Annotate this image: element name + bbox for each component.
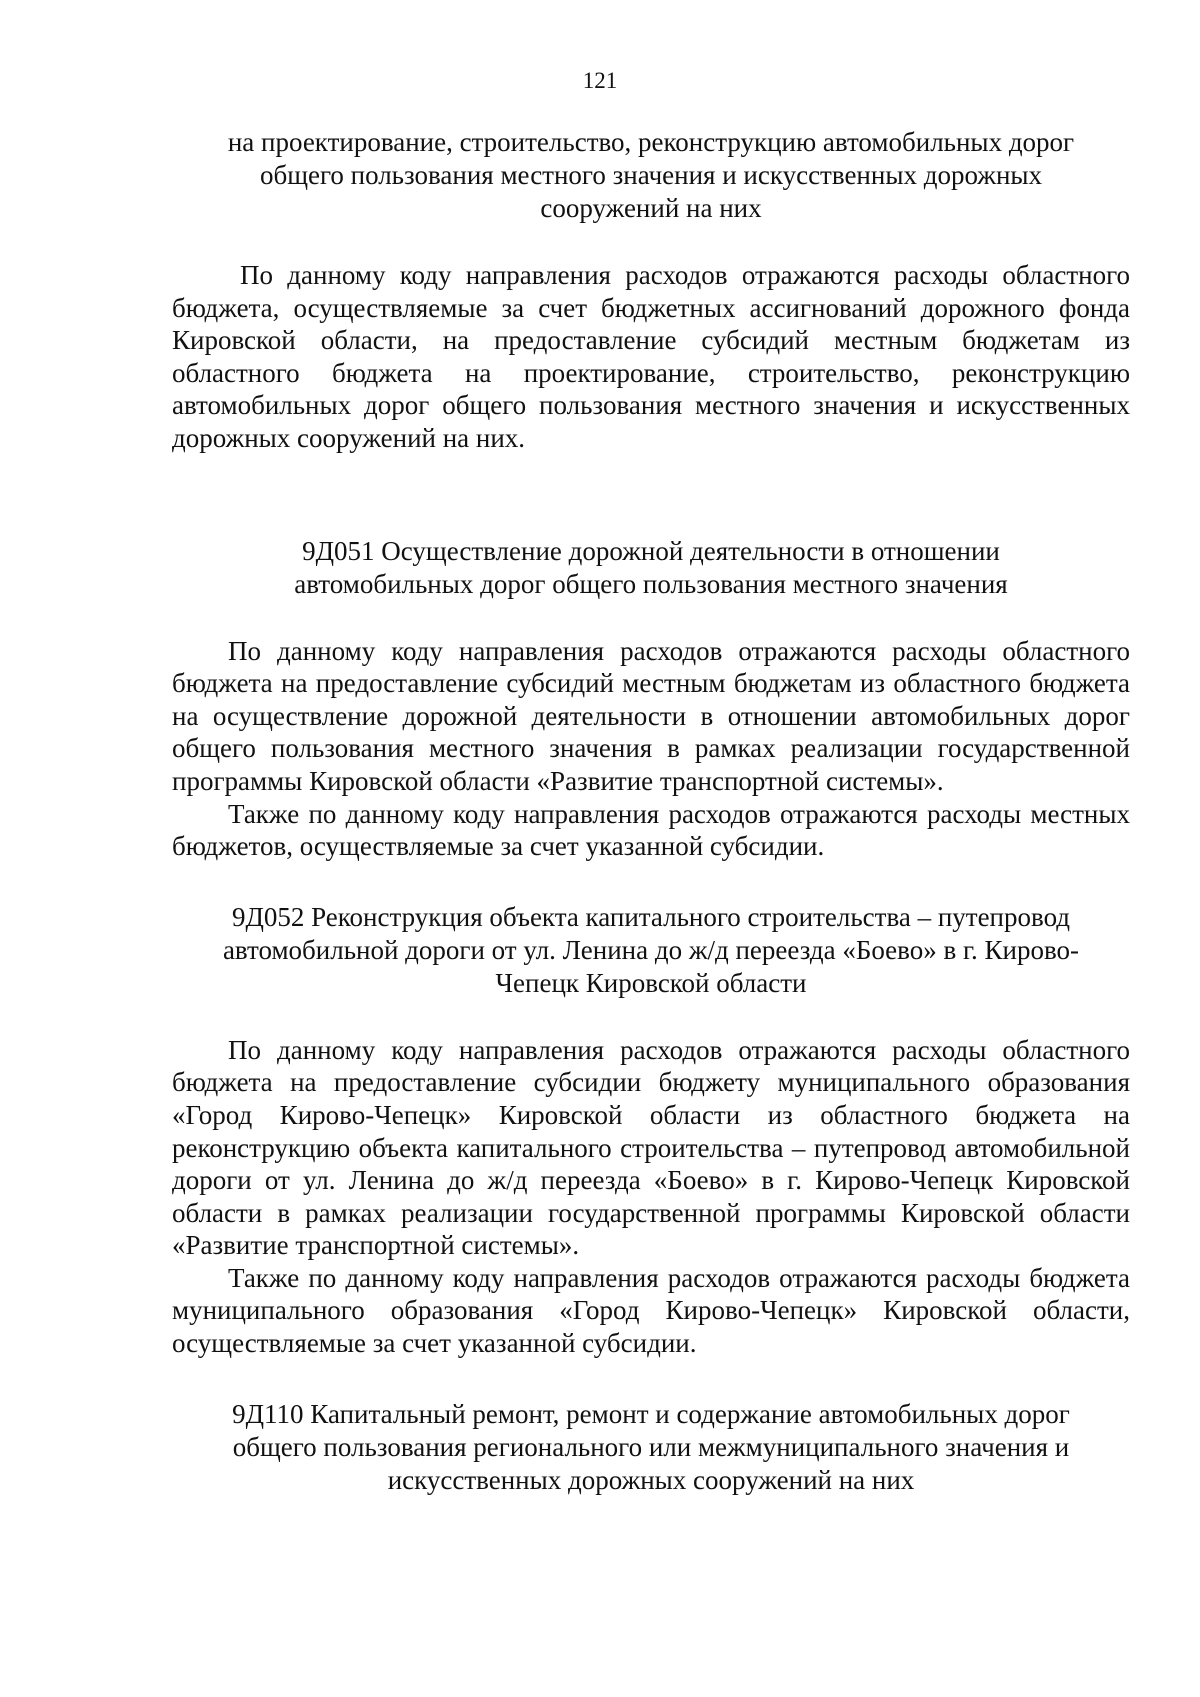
- section-2-paragraph-2: Также по данному коду направления расходов отражаются расходы местных бюджетов, осуществляемые за счет указанной субсидии.: [172, 798, 1130, 862]
- document-body: [172, 126, 1130, 1497]
- section-1-paragraph-1: По данному коду направления расходов отражаются расходы областного бюджета, осуществляемые за счет бюджетных ассигнований дорожного фонда Кировской области, на предоставление субсидий местным бюджетам из областного бюджета на проектирование, строительство, реконструкцию автомобильных дорог общего пользования местного значения и искусственных дорожных сооружений на них.: [172, 260, 1130, 453]
- section-heading-3: 9Д052 Реконструкция объекта капитального строительства – путепровод автомобильной дороги от ул. Ленина до ж/д переезда «Боево» в г. Кирово-Чепецк Кировской области: [222, 901, 1080, 998]
- section-3-paragraph-2: Также по данному коду направления расходов отражаются расходы бюджета муниципального образования «Город Кирово-Чепецк» Кировской области, осуществляемые за счет указанной субсидии.: [172, 1262, 1130, 1359]
- section-heading-1: на проектирование, строительство, реконструкцию автомобильных дорог общего пользования местного значения и искусственных дорожных сооружений на них: [227, 127, 1075, 223]
- section-heading-2: 9Д051 Осуществление дорожной деятельности в отношении автомобильных дорог общего пользования местного значения: [294, 535, 1008, 599]
- section-heading-4: 9Д110 Капитальный ремонт, ремонт и содержание автомобильных дорог общего пользования регионального или межмуниципального значения и искусственных дорожных сооружений на них: [232, 1398, 1070, 1495]
- section-2-paragraph-1: По данному коду направления расходов отражаются расходы областного бюджета на предоставление субсидий местным бюджетам из областного бюджета на осуществление дорожной деятельности в отношении автомобильных дорог общего пользования местного значения в рамках реализации государственной программы Кировской области «Развитие транспортной системы».: [172, 635, 1130, 796]
- page-number: 121: [582, 68, 618, 93]
- section-3-paragraph-1: По данному коду направления расходов отражаются расходы областного бюджета на предоставление субсидии бюджету муниципального образования «Город Кирово-Чепецк» Кировской области из областного бюджета на реконструкцию объекта капитального строительства – путепровод автомобильной дороги от ул. Ленина до ж/д переезда «Боево» в г. Кирово-Чепецк Кировской области в рамках реализации государственной программы Кировской области «Развитие транспортной системы».: [172, 1034, 1130, 1261]
